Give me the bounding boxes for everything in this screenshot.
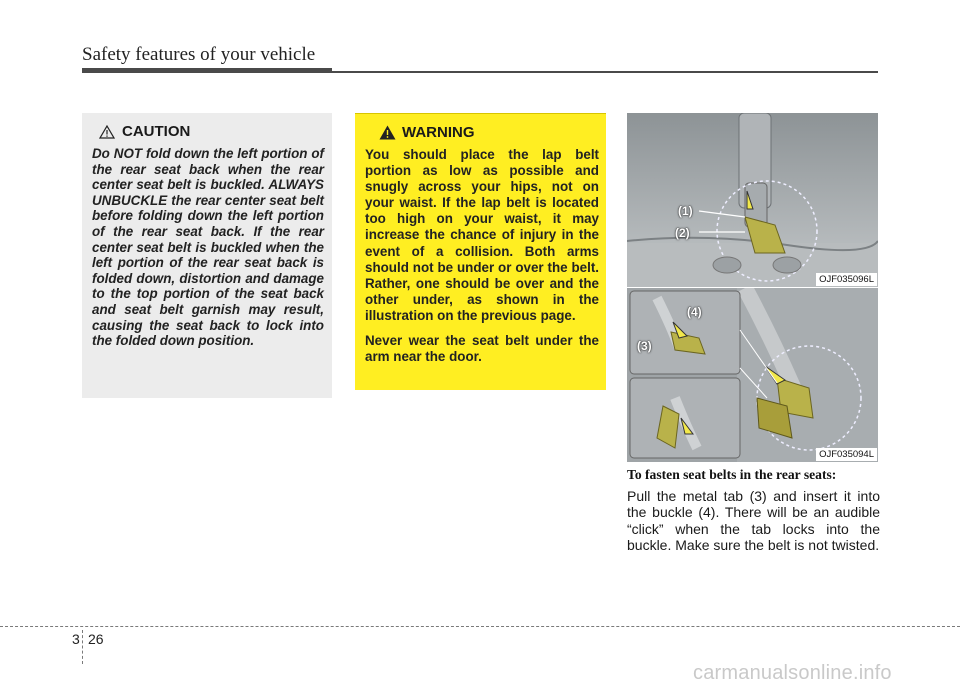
warning-paragraph: You should place the lap belt portion as low as possible and snugly across your hips, not on your waist. If the lap belt is located too high on your waist, it may increase the chance of injury in the event of a collision. Both arms should not be under or over the belt. Rather, one should be over and the other under, as shown in the illustration on the previous page.: [365, 147, 599, 323]
seat-belt-buckle-illustration: [627, 113, 878, 287]
warning-heading: [379, 124, 599, 141]
watermark: carmanualsonline.info: [693, 662, 892, 684]
callout-3: (3): [637, 339, 652, 353]
warning-paragraph: Never wear the seat belt under the arm near the door.: [365, 333, 599, 365]
warning-box: [355, 113, 606, 390]
section-body: Pull the metal tab (3) and insert it into the buckle (4). There will be an audible “click” when the tab locks into the buckle. Make sure the belt is not twisted.: [627, 488, 880, 553]
figure-code: OJF035096L: [816, 273, 877, 286]
callout-4: (4): [687, 305, 702, 319]
caution-triangle-icon: [99, 125, 115, 139]
seat-belt-illustration-top: [627, 113, 878, 287]
header-rule: [82, 68, 332, 73]
chapter-number: 3: [72, 631, 80, 647]
caution-heading: [99, 123, 324, 140]
page-header-title: Safety features of your vehicle: [82, 44, 316, 65]
section-heading: To fasten seat belts in the rear seats:: [627, 467, 837, 482]
figure-code: OJF035094L: [816, 448, 877, 461]
seat-belt-fastening-illustration: [627, 288, 878, 462]
seat-belt-illustration-bottom: [627, 288, 878, 462]
caution-box: [82, 113, 332, 398]
page-number-divider: [82, 630, 83, 664]
caution-title: CAUTION: [122, 123, 191, 140]
warning-title: WARNING: [402, 124, 475, 141]
caution-text: Do NOT fold down the left portion of the rear seat back when the rear center seat belt is buckled. ALWAYS UNBUCKLE the rear center seat belt before folding down the left portion of the rear seat back. If the rear center seat belt is buckled when the left portion of the rear seat back is folded down, distortion and damage to the top portion of the seat back and seat belt garnish may result, causing the seat back to lock into the folded down position.: [92, 146, 324, 349]
warning-triangle-icon: [379, 125, 396, 140]
footer-divider: [0, 626, 960, 627]
callout-2: (2): [675, 226, 690, 240]
page-number: 26: [88, 631, 104, 647]
header-rule-thin: [332, 71, 878, 73]
callout-1: (1): [678, 204, 693, 218]
